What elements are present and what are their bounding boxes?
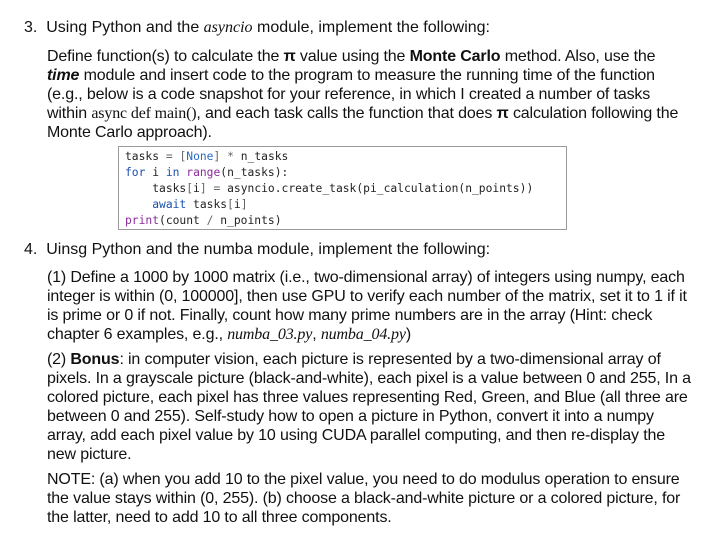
- code-token: i: [233, 198, 241, 211]
- code-token: ): [274, 166, 282, 179]
- code-token: [159, 166, 166, 179]
- code-token: :: [281, 166, 289, 179]
- pi-symbol: π: [283, 48, 296, 65]
- pi-symbol: π: [496, 105, 509, 122]
- code-token: ]: [213, 150, 221, 163]
- code-token: (: [458, 182, 466, 195]
- code-token: [200, 214, 207, 227]
- code-token: None: [186, 150, 214, 163]
- monte-carlo-bold: Monte Carlo: [409, 48, 501, 65]
- code-token: (: [220, 166, 228, 179]
- question-3-heading: 3. Using Python and the asyncio module, implement the following:: [24, 19, 490, 36]
- code-token: for: [125, 166, 146, 179]
- code-token: i: [193, 182, 200, 195]
- code-token: *: [227, 150, 234, 163]
- code-token: n_tasks: [227, 166, 275, 179]
- code-token: [: [227, 198, 234, 211]
- note-paragraph: NOTE: (a) when you add 10 to the pixel value, you need to do modulus operation to ensure the value stays within (0, 255). (b) choose a black-and-white picture or a colored picture, for the latter, need to add 10 to all three components.: [47, 471, 681, 526]
- code-token: in: [165, 166, 180, 179]
- question-3-number: 3.: [24, 19, 38, 36]
- code-snippet-box: [118, 146, 567, 230]
- code-token: await: [152, 198, 187, 211]
- code-token: tasks: [193, 198, 228, 211]
- time-module-bold: time: [47, 67, 80, 84]
- file-ref-numba-04: numba_04.py: [320, 326, 406, 343]
- code-token: (: [356, 182, 364, 195]
- asyncio-module-name: asyncio: [203, 19, 253, 36]
- code-token: range: [186, 166, 221, 179]
- code-token: [: [186, 182, 194, 195]
- code-line-5: [125, 213, 282, 229]
- code-token: ): [519, 182, 527, 195]
- code-token: ]: [240, 198, 248, 211]
- code-token: n_tasks: [240, 150, 289, 163]
- code-token: [125, 198, 152, 211]
- code-token: create_task: [281, 182, 357, 195]
- code-token: tasks: [152, 182, 187, 195]
- file-ref-numba-03: numba_03.py: [227, 326, 313, 343]
- code-token: n_points: [220, 214, 275, 227]
- code-token: [159, 150, 166, 163]
- code-token: i: [152, 166, 160, 179]
- code-line-1: [125, 149, 288, 165]
- code-token: .: [274, 182, 282, 195]
- bonus-label: Bonus: [70, 351, 120, 368]
- code-token: n_points: [465, 182, 520, 195]
- code-token: print: [125, 214, 160, 227]
- code-line-3: [125, 181, 533, 197]
- code-token: ): [526, 182, 534, 195]
- code-line-2: [125, 165, 288, 181]
- question-4-part-2: (2) Bonus: in computer vision, each picture is represented by a two-dimensional array of pixels. In a grayscale picture (black-and-white), each pixel is a value between 0 and 255, In a colored picture, each pixel has three values representing Red, Green, and Blue (all three are between 0 and 255). Self-study how to open a picture in Python, convert it into a numpy array, add each pixel value by 10 using CUDA parallel computing, and then re-display the new picture.: [47, 351, 691, 463]
- code-token: tasks: [125, 150, 160, 163]
- code-token: pi_calculation: [363, 182, 459, 195]
- question-4-part-1: (1) Define a 1000 by 1000 matrix (i.e., two-dimensional array) of integers using numpy, each integer is within (0, 100000], then use GPU to verify each number of the matrix, set it to 1 if it is prime or 0 if not. Finally, count how many prime numbers are in the array (Hint: check chapter 6 examples, e.g., numba_03.py, numba_04.py): [47, 269, 687, 343]
- question-4-number: 4.: [24, 241, 38, 258]
- code-token: =: [165, 150, 173, 163]
- code-token: ]: [199, 182, 207, 195]
- code-token: ): [274, 214, 282, 227]
- code-token: /: [206, 214, 214, 227]
- code-token: [234, 150, 241, 163]
- code-token: (: [159, 214, 166, 227]
- code-token: count: [165, 214, 200, 227]
- question-4-heading: 4. Uinsg Python and the numba module, implement the following:: [24, 241, 491, 258]
- code-token: [: [179, 150, 187, 163]
- code-token: [125, 182, 152, 195]
- async-main-code-ref: async def main(): [91, 105, 197, 122]
- code-line-4: [125, 197, 248, 213]
- code-token: asyncio: [227, 182, 275, 195]
- code-token: =: [213, 182, 221, 195]
- question-3-paragraph: Define function(s) to calculate the π value using the Monte Carlo method. Also, use the time module and insert code to the program to measure the running time of the function (e.g., below is a code snapshot for your reference, in which I created a number of tasks within async def main(), and each task calls the function that does π calculation following the Monte Carlo approach).: [47, 48, 679, 141]
